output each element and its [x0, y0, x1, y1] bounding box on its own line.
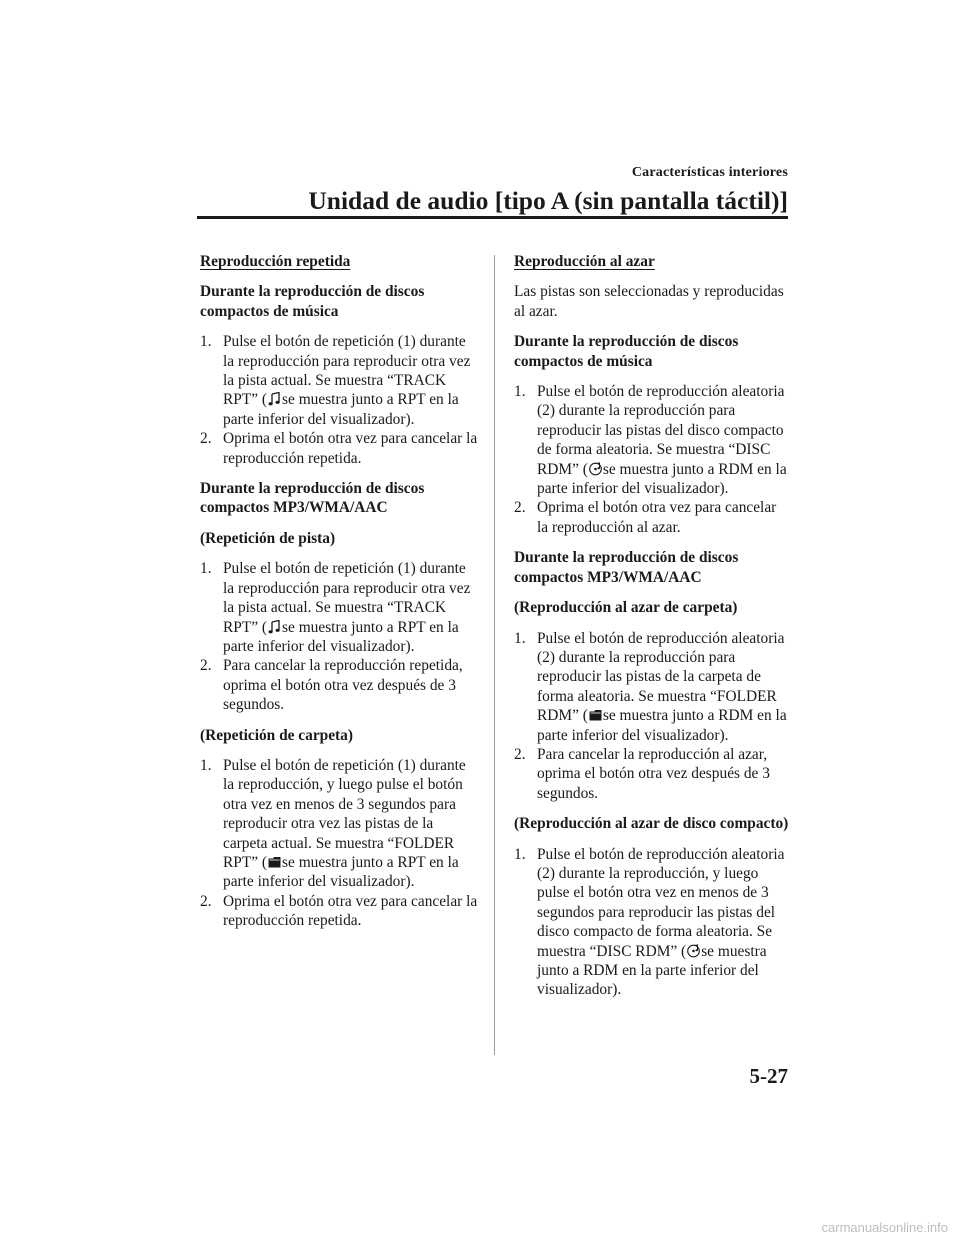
- step-number: 2.: [200, 892, 212, 910]
- step-number: 1.: [514, 383, 526, 401]
- folder-repeat-heading: (Repetición de carpeta): [200, 726, 354, 744]
- disc-icon: [589, 462, 602, 476]
- folder-repeat-steps: [200, 756, 480, 931]
- mp3-subheading: Durante la reproducción de discos compactos MP3/WMA/AAC: [200, 480, 425, 517]
- list-item: [514, 498, 789, 537]
- step-text-cont: se muestra junto a RPT en la parte inferior del visualizador).: [223, 391, 459, 428]
- disc-icon: [687, 944, 700, 958]
- cd-subheading: Durante la reproducción de discos compactos de música: [514, 333, 739, 370]
- step-number: 2.: [200, 657, 212, 675]
- step-number: 1.: [200, 560, 212, 578]
- header-section-label: Características interiores: [631, 165, 788, 180]
- step-text-cont: se muestra junto a RPT en la parte inferior del visualizador).: [223, 618, 459, 655]
- step-number: 1.: [200, 333, 212, 351]
- step-text: Pulse el botón de reproducción aleatoria (2) durante la reproducción, y luego pulse el botón otra vez en menos de 3 segundos para reproducir las pistas del disco compacto de forma aleatoria. Se muestra “DISC RDM” (: [537, 845, 785, 960]
- mp3-subheading: Durante la reproducción de discos compactos MP3/WMA/AAC: [514, 549, 739, 586]
- random-intro: Las pistas son seleccionadas y reproducidas al azar.: [514, 283, 784, 320]
- cd-repeat-steps: [200, 332, 480, 468]
- step-text-cont: se muestra junto a RPT en la parte inferior del visualizador).: [223, 853, 459, 891]
- track-repeat-heading: (Repetición de pista): [200, 529, 336, 547]
- step-text: Pulse el botón de repetición (1) durante la reproducción para reproducir otra vez la pista actual. Se muestra “TRACK RPT” (: [223, 333, 471, 409]
- left-column: [200, 252, 480, 942]
- cd-subheading: Durante la reproducción de discos compactos de música: [200, 283, 425, 320]
- list-item: [514, 745, 789, 803]
- list-item: [514, 382, 789, 498]
- step-number: 1.: [514, 845, 526, 863]
- step-text-cont: se muestra junto a RDM en la parte inferior del visualizador).: [537, 942, 767, 999]
- list-item: [200, 656, 480, 714]
- repeat-heading: Reproducción repetida: [200, 253, 351, 270]
- list-item: [200, 892, 480, 931]
- header-rule: [197, 216, 788, 219]
- random-heading: Reproducción al azar: [514, 253, 655, 270]
- step-text: Oprima el botón otra vez para cancelar la reproducción al azar.: [537, 499, 777, 536]
- folder-icon: [589, 708, 602, 722]
- folder-random-heading: (Reproducción al azar de carpeta): [514, 599, 738, 617]
- step-number: 2.: [514, 499, 526, 517]
- list-item: [200, 756, 480, 892]
- music-note-icon: [268, 392, 281, 406]
- folder-random-steps: [514, 629, 789, 804]
- step-text: Pulse el botón de repetición (1) durante la reproducción para reproducir otra vez la pista actual. Se muestra “TRACK RPT” (: [223, 560, 471, 636]
- step-number: 1.: [200, 756, 212, 774]
- right-column: [514, 252, 789, 1011]
- step-text-cont: se muestra junto a RDM en la parte inferior del visualizador).: [537, 460, 787, 498]
- step-text: Pulse el botón de reproducción aleatoria (2) durante la reproducción para reproducir las pistas del disco compacto de forma aleatoria. Se muestra “DISC RDM” (: [537, 383, 785, 478]
- cd-random-steps: [514, 382, 789, 537]
- page-title: Unidad de audio [tipo A (sin pantalla táctil)]: [308, 186, 788, 215]
- step-number: 2.: [200, 430, 212, 448]
- list-item: [514, 629, 789, 745]
- step-text: Para cancelar la reproducción repetida, oprima el botón otra vez después de 3 segundos.: [223, 657, 463, 714]
- list-item: [514, 845, 789, 1000]
- list-item: [200, 429, 480, 468]
- list-item: [200, 332, 480, 429]
- step-number: 2.: [514, 745, 526, 763]
- step-text-cont: se muestra junto a RDM en la parte inferior del visualizador).: [537, 707, 787, 744]
- step-text: Oprima el botón otra vez para cancelar la reproducción repetida.: [223, 430, 478, 467]
- step-text: Para cancelar la reproducción al azar, oprima el botón otra vez después de 3 segundos.: [537, 745, 770, 802]
- step-number: 1.: [514, 629, 526, 647]
- step-text: Pulse el botón de reproducción aleatoria (2) durante la reproducción para reproducir las pistas de la carpeta de forma aleatoria. Se muestra “FOLDER RDM” (: [537, 629, 785, 725]
- step-text: Pulse el botón de repetición (1) durante la reproducción, y luego pulse el botón otra vez en menos de 3 segundos para reproducir otra vez las pistas de la carpeta actual. Se muestra “FOLDER RPT” (: [223, 756, 466, 871]
- watermark: carmanualsonline.info: [821, 1220, 948, 1235]
- step-text: Oprima el botón otra vez para cancelar la reproducción repetida.: [223, 892, 478, 930]
- track-repeat-steps: [200, 559, 480, 714]
- disc-random-steps: [514, 845, 789, 1000]
- disc-random-heading: (Reproducción al azar de disco compacto): [514, 815, 789, 833]
- list-item: [200, 559, 480, 656]
- folder-icon: [268, 855, 281, 869]
- music-note-icon: [268, 620, 281, 634]
- column-divider: [494, 255, 495, 1055]
- page-number: 5-27: [749, 1064, 788, 1088]
